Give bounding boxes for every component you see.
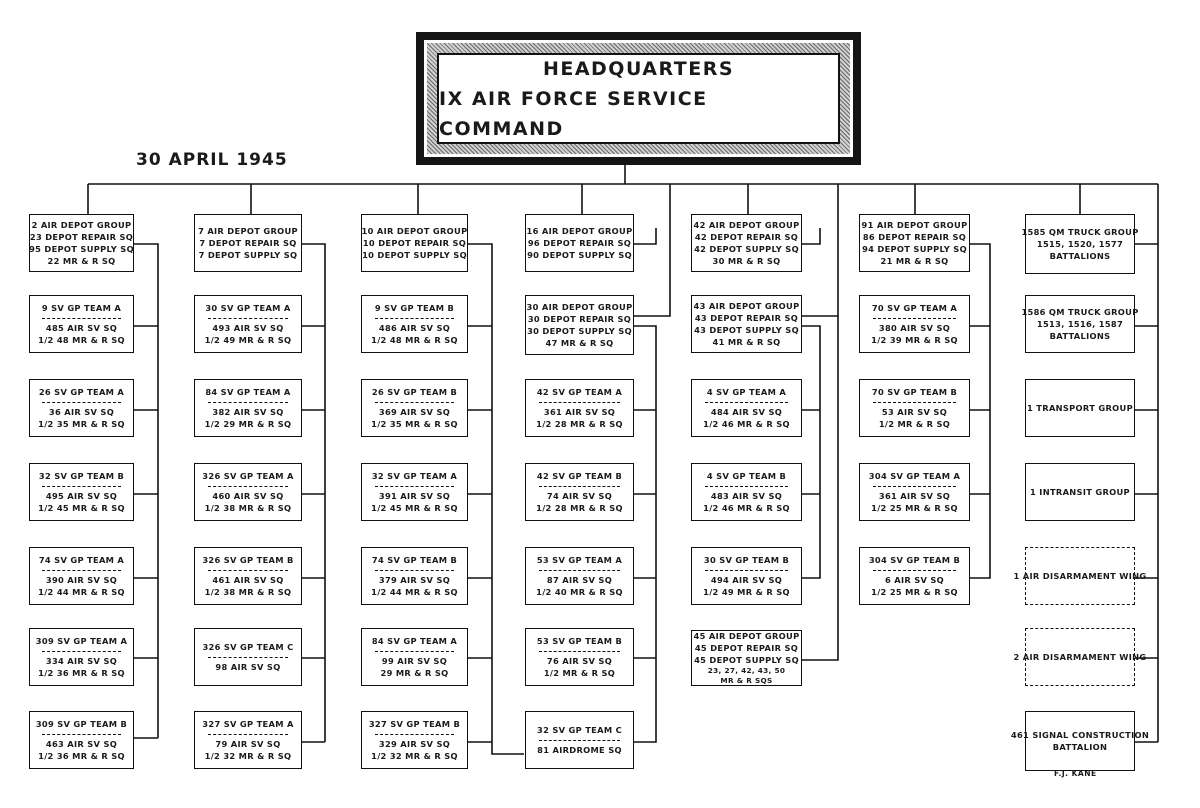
unit-title: 326 SV GP TEAM A: [202, 471, 294, 481]
unit-line: 21 MR & R SQ: [880, 256, 949, 266]
unit-box: [1025, 379, 1135, 437]
unit-box: [525, 711, 634, 769]
unit-line: 23 DEPOT REPAIR SQ: [29, 232, 134, 242]
unit-line: 461 AIR SV SQ: [212, 575, 284, 585]
unit-box: [361, 547, 468, 605]
unit-box: [1013, 628, 1147, 686]
unit-box: [525, 295, 634, 355]
unit-line: 99 AIR SV SQ: [381, 656, 448, 666]
unit-line: 76 AIR SV SQ: [546, 656, 613, 666]
unit-line: 329 AIR SV SQ: [378, 739, 451, 749]
unit-box: [691, 379, 802, 437]
unit-box: [525, 547, 634, 605]
unit-line: 1515, 1520, 1577: [1036, 239, 1124, 249]
unit-line: 1/2 46 MR & R SQ: [703, 503, 790, 513]
unit-line: 53 AIR SV SQ: [881, 407, 948, 417]
unit-title: 53 SV GP TEAM A: [536, 555, 623, 565]
unit-line: BATTALIONS: [1049, 251, 1111, 261]
dashed-divider: [539, 486, 620, 487]
unit-title: 42 SV GP TEAM B: [536, 471, 623, 481]
headquarters-line-2: IX AIR FORCE SERVICE COMMAND: [439, 87, 708, 140]
unit-title: 26 SV GP TEAM A: [38, 387, 125, 397]
dashed-divider: [42, 734, 120, 735]
unit-line: 30 DEPOT REPAIR SQ: [527, 314, 632, 324]
unit-line: 86 DEPOT REPAIR SQ: [862, 232, 967, 242]
unit-line: 43 DEPOT REPAIR SQ: [694, 313, 799, 323]
unit-line: 1/2 29 MR & R SQ: [204, 419, 292, 429]
unit-line: 460 AIR SV SQ: [212, 491, 284, 501]
unit-title: 4 SV GP TEAM B: [706, 471, 787, 481]
unit-box: [859, 547, 970, 605]
unit-title: 4 SV GP TEAM A: [706, 387, 787, 397]
unit-box: [691, 214, 802, 272]
unit-title: 70 SV GP TEAM B: [871, 387, 958, 397]
dashed-divider: [208, 734, 289, 735]
unit-line: 81 AIRDROME SQ: [537, 745, 622, 755]
unit-box: [1010, 711, 1150, 771]
unit-line: 1/2 40 MR & R SQ: [536, 587, 623, 597]
unit-line: 7 DEPOT SUPPLY SQ: [198, 250, 298, 260]
dashed-divider: [539, 651, 620, 652]
unit-line: 29 MR & R SQ: [380, 668, 449, 678]
unit-line: 1586 QM TRUCK GROUP: [1021, 307, 1139, 317]
unit-line: 74 AIR SV SQ: [546, 491, 613, 501]
unit-line: 2 AIR DEPOT GROUP: [31, 220, 132, 230]
unit-line: 1/2 44 MR & R SQ: [371, 587, 458, 597]
unit-title: 26 SV GP TEAM B: [371, 387, 458, 397]
unit-line: 1/2 36 MR & R SQ: [38, 668, 125, 678]
unit-line: 1/2 32 MR & R SQ: [371, 751, 458, 761]
unit-box: [194, 379, 302, 437]
unit-line: 1/2 35 MR & R SQ: [38, 419, 125, 429]
unit-line: 1 INTRANSIT GROUP: [1030, 487, 1130, 497]
unit-line: 1/2 49 MR & R SQ: [703, 587, 790, 597]
unit-line: 369 AIR SV SQ: [378, 407, 451, 417]
unit-box: [1013, 547, 1147, 605]
unit-line: 90 DEPOT SUPPLY SQ: [527, 250, 632, 260]
unit-line: 382 AIR SV SQ: [212, 407, 284, 417]
unit-title: 309 SV GP TEAM B: [35, 719, 128, 729]
unit-line: 45 DEPOT SUPPLY SQ: [694, 655, 799, 665]
unit-box: [1025, 463, 1135, 521]
unit-line: 461 SIGNAL CONSTRUCTION: [1010, 730, 1150, 740]
dashed-divider: [208, 318, 289, 319]
unit-line: 334 AIR SV SQ: [45, 656, 118, 666]
signature: F.J. KANE: [1054, 769, 1097, 778]
unit-line: BATTALIONS: [1049, 331, 1111, 341]
unit-line: 95 DEPOT SUPPLY SQ: [29, 244, 134, 254]
unit-line: 10 DEPOT SUPPLY SQ: [362, 250, 467, 260]
unit-line: 1/2 45 MR & R SQ: [38, 503, 125, 513]
unit-line: 1/2 25 MR & R SQ: [871, 587, 958, 597]
unit-line: 6 AIR SV SQ: [884, 575, 945, 585]
unit-line: 1/2 48 MR & R SQ: [38, 335, 125, 345]
unit-line: 1/2 28 MR & R SQ: [536, 503, 623, 513]
unit-box: [525, 214, 634, 272]
unit-line: 493 AIR SV SQ: [212, 323, 284, 333]
unit-box: [691, 295, 802, 353]
unit-line: 2 AIR DISARMAMENT WING: [1013, 652, 1147, 662]
unit-line: 30 AIR DEPOT GROUP: [526, 302, 633, 312]
unit-title: 326 SV GP TEAM B: [202, 555, 294, 565]
dashed-divider: [873, 570, 956, 571]
unit-title: 70 SV GP TEAM A: [871, 303, 958, 313]
unit-line: 1/2 32 MR & R SQ: [204, 751, 292, 761]
unit-title: 30 SV GP TEAM B: [703, 555, 790, 565]
unit-line: 390 AIR SV SQ: [45, 575, 118, 585]
unit-title: 9 SV GP TEAM B: [374, 303, 455, 313]
unit-box: [1021, 214, 1139, 274]
chart-date: 30 APRIL 1945: [136, 150, 288, 170]
unit-line: 1/2 46 MR & R SQ: [703, 419, 790, 429]
unit-title: 32 SV GP TEAM C: [537, 725, 622, 735]
unit-line: 379 AIR SV SQ: [378, 575, 451, 585]
unit-line: 1/2 44 MR & R SQ: [38, 587, 125, 597]
unit-box: [859, 379, 970, 437]
dashed-divider: [873, 318, 956, 319]
unit-box: [29, 547, 134, 605]
unit-line: 1/2 35 MR & R SQ: [371, 419, 458, 429]
unit-line: 30 MR & R SQ: [712, 256, 781, 266]
unit-box: [194, 463, 302, 521]
unit-box: [361, 214, 468, 272]
unit-line: 463 AIR SV SQ: [45, 739, 118, 749]
unit-box: [361, 379, 468, 437]
unit-line: 43 AIR DEPOT GROUP: [693, 301, 800, 311]
headquarters-line-1: HEADQUARTERS: [542, 57, 735, 80]
unit-box: [194, 214, 302, 272]
dashed-divider: [42, 402, 120, 403]
unit-line: 43 DEPOT SUPPLY SQ: [694, 325, 799, 335]
unit-title: 32 SV GP TEAM A: [371, 471, 458, 481]
unit-box: [859, 463, 970, 521]
headquarters-frame: [424, 40, 853, 157]
unit-line: 36 AIR SV SQ: [48, 407, 115, 417]
unit-line: 495 AIR SV SQ: [45, 491, 118, 501]
unit-line: 494 AIR SV SQ: [710, 575, 783, 585]
unit-title: 32 SV GP TEAM B: [38, 471, 125, 481]
unit-line: 1/2 38 MR & R SQ: [204, 587, 292, 597]
unit-box: [859, 295, 970, 353]
dashed-divider: [208, 402, 289, 403]
unit-line: 10 AIR DEPOT GROUP: [361, 226, 468, 236]
unit-line: 1/2 MR & R SQ: [543, 668, 616, 678]
dashed-divider: [42, 318, 120, 319]
unit-line: 79 AIR SV SQ: [215, 739, 281, 749]
unit-line: 10 DEPOT REPAIR SQ: [362, 238, 467, 248]
unit-line: 87 AIR SV SQ: [546, 575, 613, 585]
dashed-divider: [539, 402, 620, 403]
unit-line: 1/2 49 MR & R SQ: [204, 335, 292, 345]
unit-line: 45 DEPOT REPAIR SQ: [694, 643, 799, 653]
dashed-divider: [705, 570, 788, 571]
unit-line: 22 MR & R SQ: [47, 256, 116, 266]
unit-title: 309 SV GP TEAM A: [35, 636, 128, 646]
dashed-divider: [375, 651, 455, 652]
unit-line: 30 DEPOT SUPPLY SQ: [527, 326, 632, 336]
unit-box: [859, 214, 970, 272]
unit-title: 9 SV GP TEAM A: [41, 303, 122, 313]
unit-line: 483 AIR SV SQ: [710, 491, 783, 501]
unit-box: [361, 295, 468, 353]
unit-title: 42 SV GP TEAM A: [536, 387, 623, 397]
dashed-divider: [375, 734, 455, 735]
unit-box: [691, 547, 802, 605]
unit-box: [29, 295, 134, 353]
unit-title: 304 SV GP TEAM A: [868, 471, 961, 481]
unit-line: 485 AIR SV SQ: [45, 323, 118, 333]
unit-line: 380 AIR SV SQ: [878, 323, 951, 333]
unit-title: 30 SV GP TEAM A: [205, 303, 291, 313]
unit-line: 486 AIR SV SQ: [378, 323, 451, 333]
unit-line: 1/2 MR & R SQ: [878, 419, 951, 429]
unit-box: [29, 379, 134, 437]
unit-line: 23, 27, 42, 43, 50: [707, 666, 786, 675]
unit-box: [1021, 295, 1139, 353]
unit-box: [361, 628, 468, 686]
unit-line: 47 MR & R SQ: [545, 338, 614, 348]
unit-box: [361, 463, 468, 521]
unit-title: 74 SV GP TEAM A: [38, 555, 125, 565]
unit-box: [194, 547, 302, 605]
unit-box: [525, 463, 634, 521]
unit-line: 1/2 48 MR & R SQ: [371, 335, 458, 345]
unit-line: 1/2 45 MR & R SQ: [371, 503, 458, 513]
unit-line: 1 AIR DISARMAMENT WING: [1013, 571, 1147, 581]
unit-line: 96 DEPOT REPAIR SQ: [527, 238, 632, 248]
unit-line: 361 AIR SV SQ: [878, 491, 951, 501]
unit-title: 304 SV GP TEAM B: [868, 555, 961, 565]
unit-title: 84 SV GP TEAM A: [205, 387, 291, 397]
unit-line: 1/2 25 MR & R SQ: [871, 503, 958, 513]
unit-box: [525, 379, 634, 437]
unit-box: [525, 628, 634, 686]
unit-line: 16 AIR DEPOT GROUP: [526, 226, 633, 236]
unit-line: 391 AIR SV SQ: [378, 491, 451, 501]
unit-line: 1 TRANSPORT GROUP: [1027, 403, 1133, 413]
unit-box: [29, 711, 134, 769]
dashed-divider: [42, 486, 120, 487]
unit-line: 91 AIR DEPOT GROUP: [861, 220, 968, 230]
unit-line: 42 DEPOT REPAIR SQ: [694, 232, 799, 242]
unit-line: 484 AIR SV SQ: [710, 407, 783, 417]
unit-box: [194, 628, 302, 686]
unit-title: 327 SV GP TEAM A: [202, 719, 294, 729]
dashed-divider: [873, 486, 956, 487]
unit-line: 1/2 39 MR & R SQ: [871, 335, 958, 345]
unit-line: 42 AIR DEPOT GROUP: [693, 220, 800, 230]
unit-line: 1585 QM TRUCK GROUP: [1021, 227, 1139, 237]
dashed-divider: [873, 402, 956, 403]
unit-line: 42 DEPOT SUPPLY SQ: [694, 244, 799, 254]
dashed-divider: [375, 402, 455, 403]
unit-line: 98 AIR SV SQ: [215, 662, 281, 672]
unit-line: 7 DEPOT REPAIR SQ: [199, 238, 297, 248]
unit-box: [29, 628, 134, 686]
unit-line: BATTALION: [1052, 742, 1108, 752]
unit-title: 84 SV GP TEAM A: [371, 636, 458, 646]
unit-box: [29, 214, 134, 272]
unit-line: 1/2 28 MR & R SQ: [536, 419, 623, 429]
unit-box: [691, 630, 802, 686]
unit-line: 1513, 1516, 1587: [1036, 319, 1124, 329]
unit-line: 41 MR & R SQ: [712, 337, 781, 347]
unit-line: 45 AIR DEPOT GROUP: [693, 631, 800, 641]
dashed-divider: [375, 570, 455, 571]
dashed-divider: [705, 486, 788, 487]
unit-line: 1/2 38 MR & R SQ: [204, 503, 292, 513]
unit-box: [29, 463, 134, 521]
unit-box: [691, 463, 802, 521]
dashed-divider: [208, 486, 289, 487]
unit-title: 74 SV GP TEAM B: [371, 555, 458, 565]
unit-box: [194, 711, 302, 769]
unit-line: 7 AIR DEPOT GROUP: [198, 226, 298, 236]
unit-line: MR & R SQS: [720, 676, 773, 685]
dashed-divider: [208, 570, 289, 571]
dashed-divider: [42, 651, 120, 652]
unit-title: 53 SV GP TEAM B: [536, 636, 623, 646]
unit-title: 326 SV GP TEAM C: [202, 642, 294, 652]
dashed-divider: [375, 318, 455, 319]
unit-line: 1/2 36 MR & R SQ: [38, 751, 125, 761]
dashed-divider: [705, 402, 788, 403]
headquarters-box: [416, 32, 861, 165]
headquarters-title: [437, 53, 840, 144]
dashed-divider: [42, 570, 120, 571]
unit-line: 94 DEPOT SUPPLY SQ: [862, 244, 967, 254]
dashed-divider: [539, 570, 620, 571]
dashed-divider: [375, 486, 455, 487]
dashed-divider: [208, 657, 289, 658]
unit-title: 327 SV GP TEAM B: [368, 719, 461, 729]
unit-line: 361 AIR SV SQ: [543, 407, 616, 417]
dashed-divider: [539, 740, 620, 741]
unit-box: [361, 711, 468, 769]
unit-box: [194, 295, 302, 353]
